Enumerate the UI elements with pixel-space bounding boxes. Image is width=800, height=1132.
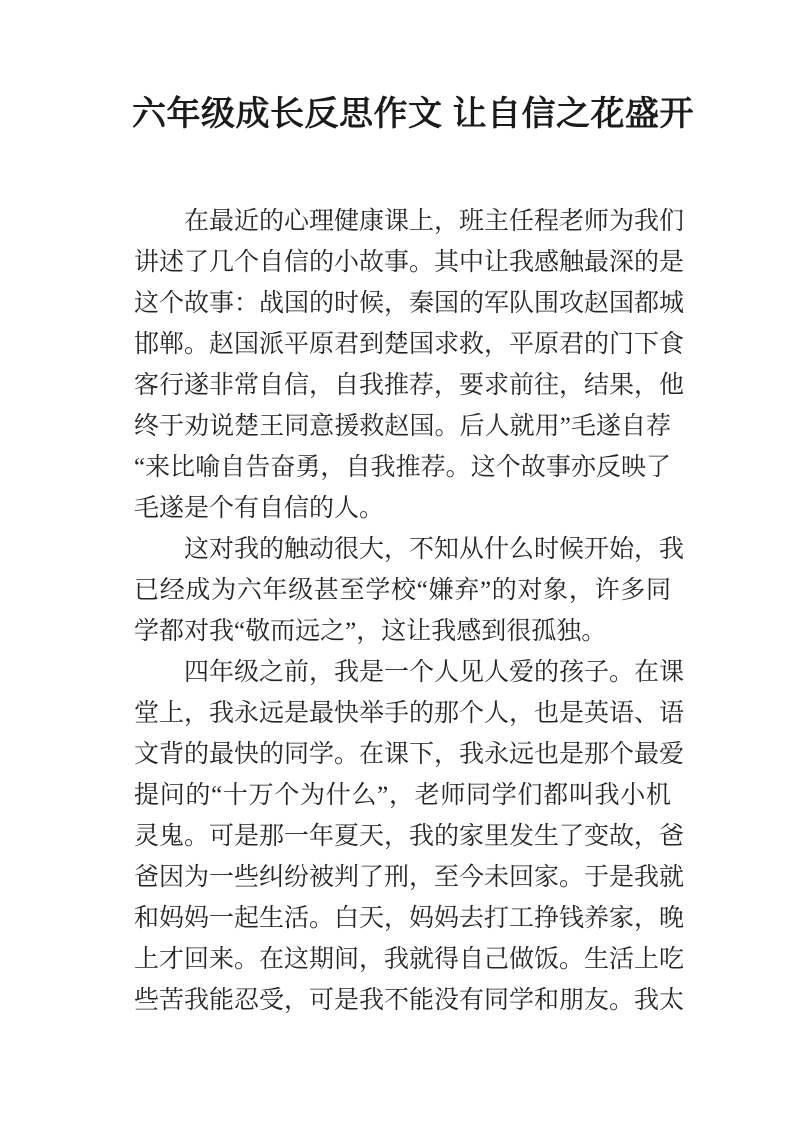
essay-title: 六年级成长反思作文 让自信之花盛开 <box>132 95 694 133</box>
essay-line: 上才回来。在这期间，我就得自己做饭。生活上吃 <box>134 946 685 973</box>
essay-line: 终于劝说楚王同意援救赵国。后人就用”毛遂自荐 <box>134 413 671 440</box>
essay-line: 提问的“十万个为什么”，老师同学们都叫我小机 <box>134 782 671 809</box>
essay-line: 已经成为六年级甚至学校“嫌弃”的对象，许多同 <box>134 577 671 604</box>
essay-line: 讲述了几个自信的小故事。其中让我感触最深的是 <box>134 249 685 276</box>
essay-line: 这个故事：战国的时候，秦国的军队围攻赵国都城 <box>134 290 685 317</box>
essay-line: 毛遂是个有自信的人。 <box>134 495 385 522</box>
essay-line: 堂上，我永远是最快举手的那个人，也是英语、语 <box>134 700 685 727</box>
essay-line: 些苦我能忍受，可是我不能没有同学和朋友。我太 <box>134 987 685 1014</box>
essay-line: 学都对我“敬而远之”，这让我感到很孤独。 <box>134 618 607 645</box>
essay-body <box>134 201 685 1021</box>
essay-line: 和妈妈一起生活。白天，妈妈去打工挣钱养家，晚 <box>134 905 685 932</box>
essay-line: 邯郸。赵国派平原君到楚国求救，平原君的门下食 <box>134 331 685 358</box>
essay-line: 灵鬼。可是那一年夏天，我的家里发生了变故，爸 <box>134 823 685 850</box>
essay-line: 这对我的触动很大，不知从什么时候开始，我 <box>184 536 685 563</box>
essay-line: 四年级之前，我是一个人见人爱的孩子。在课 <box>184 659 685 686</box>
essay-line: 文背的最快的同学。在课下，我永远也是那个最爱 <box>134 741 685 768</box>
essay-line: “来比喻自告奋勇，自我推荐。这个故事亦反映了 <box>134 454 671 481</box>
essay-line: 客行遂非常自信，自我推荐，要求前往，结果，他 <box>134 372 685 399</box>
essay-line: 在最近的心理健康课上，班主任程老师为我们 <box>184 208 685 235</box>
essay-line: 爸因为一些纠纷被判了刑，至今未回家。于是我就 <box>134 864 685 891</box>
